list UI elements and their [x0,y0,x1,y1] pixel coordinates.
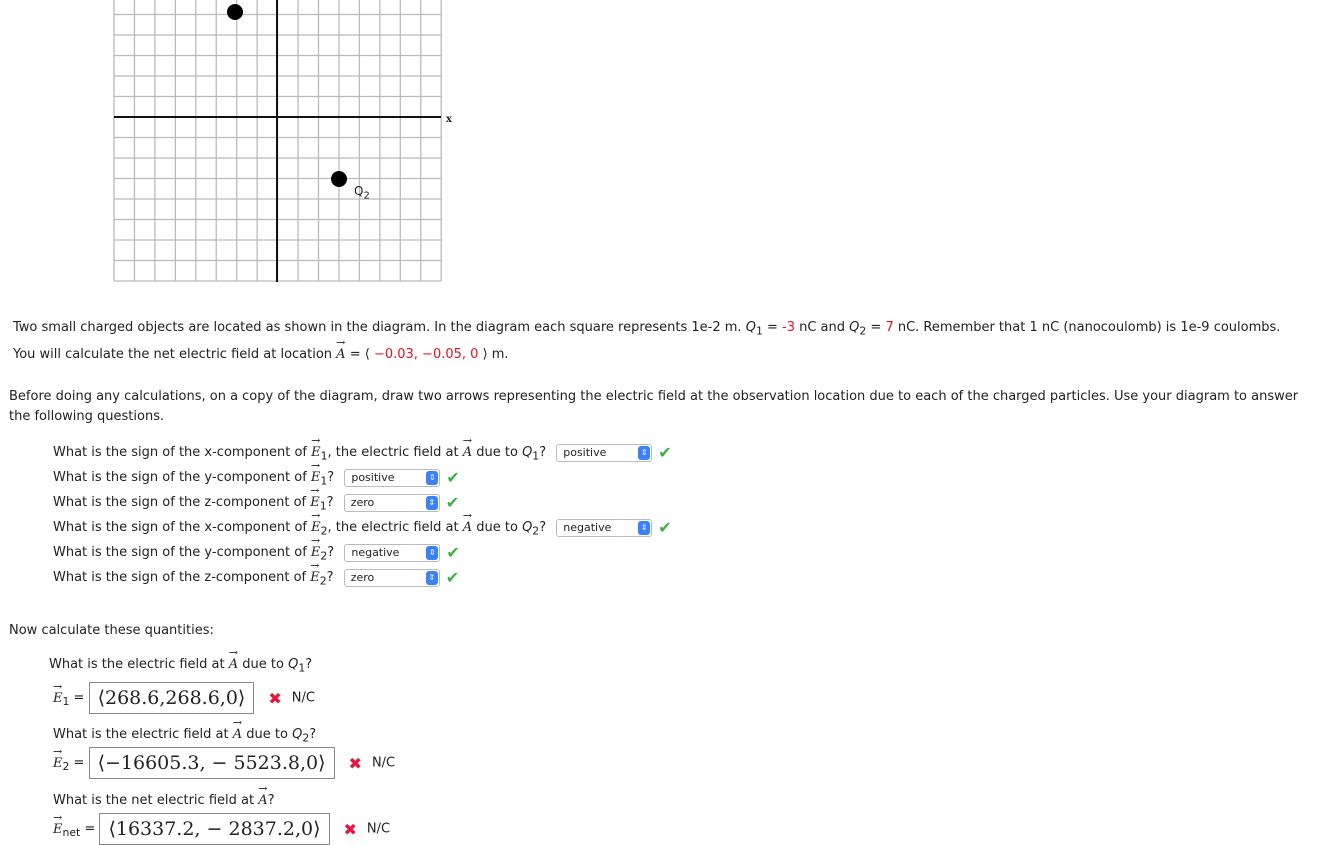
calc-answer-row: → $E_2$ = ⟨−16605.3, − 5523.8,0⟩ ✖ N/C [53,747,395,779]
sign-select[interactable]: negative ⇕ [556,519,652,537]
select-arrows-icon: ⇕ [426,496,438,510]
calc-question: What is the net electric field at → A? [53,793,275,811]
calc-question: What is the electric field at → A due to $Q_1$? [49,657,312,675]
incorrect-x-icon: ✖ [268,688,282,708]
sign-select[interactable]: negative ⇕ [344,544,440,562]
calc-answer-row: → $E_{net}$ = ⟨16337.2, − 2837.2,0⟩ ✖ N/C [53,813,390,845]
sign-select[interactable]: positive ⇕ [556,444,652,462]
sign-select[interactable]: positive ⇕ [344,469,440,487]
sign-question: What is the sign of the y-component of → $E_2$? negative ⇕ ✔ [53,543,460,563]
sign-question: What is the sign of the x-component of → $E_2$, the electric field at → A due to $Q_2$? negative ⇕ ✔ [53,518,672,538]
q2-label: $Q_2$ [354,184,370,202]
unit-label: N/C [291,690,315,706]
unit-label: N/C [366,821,391,837]
intro-line-2: You will calculate the net electric field at location → A = ⟨ −0.03, −0.05, 0 ⟩ m. [13,347,509,362]
answer-input[interactable]: ⟨16337.2, − 2837.2,0⟩ [99,813,329,845]
answer-input[interactable]: ⟨−16605.3, − 5523.8,0⟩ [89,747,335,779]
incorrect-x-icon: ✖ [343,819,357,839]
charge-diagram [0,0,470,290]
intro-line-1: Two small charged objects are located as shown in the diagram. In the diagram each square represents 1e-2 m. $Q_1 = -3$ nC and $Q_2 = 7$ nC. Remember that 1 nC (nanocoulomb) is 1e-9 coulombs. [13,320,1281,338]
correct-check-icon: ✔ [445,493,460,512]
select-arrows-icon: ⇕ [426,471,438,485]
correct-check-icon: ✔ [658,518,672,537]
sign-select[interactable]: zero ⇕ [344,569,440,587]
calc-heading: Now calculate these quantities: [9,623,214,638]
correct-check-icon: ✔ [446,543,460,562]
correct-check-icon: ✔ [445,568,460,587]
sign-question: What is the sign of the z-component of → $E_2$? zero ⇕ ✔ [53,568,459,588]
x-axis-label: x [446,114,452,125]
unit-label: N/C [371,755,396,771]
correct-check-icon: ✔ [658,443,672,462]
sign-question: What is the sign of the y-component of → $E_1$? positive ⇕ ✔ [53,468,460,488]
correct-check-icon: ✔ [446,468,460,487]
sign-question: What is the sign of the z-component of → $E_1$? zero ⇕ ✔ [53,493,459,513]
calc-question: What is the electric field at → A due to $Q_2$? [53,727,316,745]
select-arrows-icon: ⇕ [426,571,438,585]
charge-q1 [227,4,243,20]
answer-input[interactable]: ⟨268.6,268.6,0⟩ [89,682,255,714]
calc-answer-row: → $E_1$ = ⟨268.6,268.6,0⟩ ✖ N/C [53,682,315,714]
select-arrows-icon: ⇕ [426,546,438,560]
select-arrows-icon: ⇕ [638,446,650,460]
sign-question: What is the sign of the x-component of → $E_1$, the electric field at → A due to $Q_1$? positive ⇕ ✔ [53,443,672,463]
incorrect-x-icon: ✖ [348,753,362,773]
sign-select[interactable]: zero ⇕ [344,494,440,512]
select-arrows-icon: ⇕ [638,521,650,535]
instructions: Before doing any calculations, on a copy of the diagram, draw two arrows representing the electric field at the observation location due to each of the charged particles. Use your diagram to answer the following questions. [9,389,1299,424]
charge-q2 [331,171,347,187]
location-value: −0.03, −0.05, 0 [369,347,483,362]
